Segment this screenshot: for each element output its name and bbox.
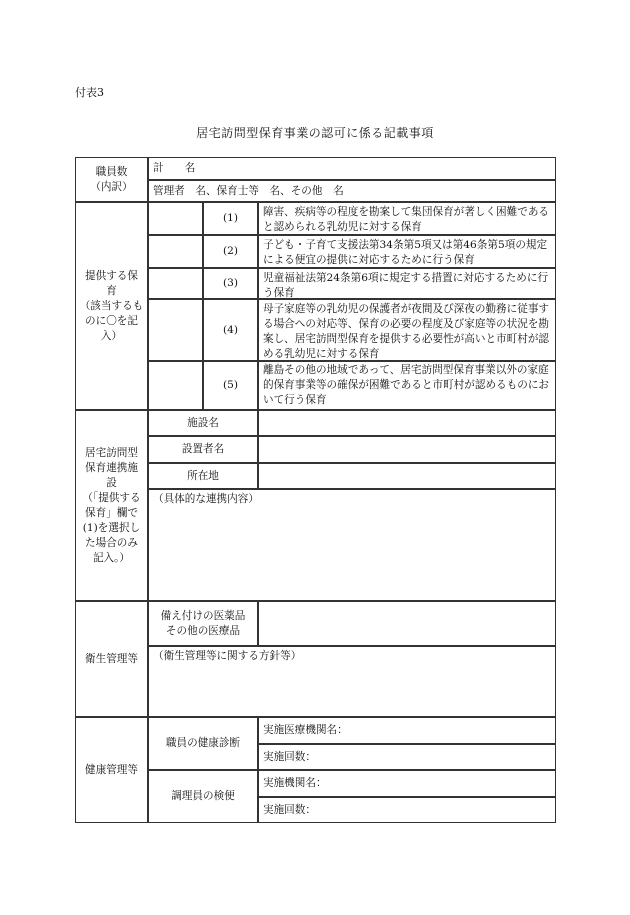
care-header-line: （該当するも [79,299,144,312]
partner-header-line: （「提供する [82,491,141,504]
medicine-label-line: 備え付けの医薬品 [160,609,246,622]
staff-count-label: 職員数 [95,165,128,178]
hygiene-policy-label: （衛生管理等に関する方針等） [153,650,302,662]
care-item-number: (3) [203,268,258,299]
care-mark-cell[interactable] [148,202,203,235]
care-item-number: (5) [203,361,258,410]
health-header: 健康管理等 [75,717,148,823]
partner-header-line: 保育」欄で [85,506,138,519]
care-item-text: 障害、疾病等の程度を勘案して集団保育が著しく困難であると認められる乳幼児に対する保育 [258,202,556,235]
partnership-details-label: （具体的な連携内容） [153,493,259,505]
care-mark-cell[interactable] [148,299,203,361]
checkup-institution-label: 実施医療機関名： [263,724,348,736]
care-item-text: 児童福祉法第24条第6項に規定する措置に対応するために行う保育 [258,268,556,299]
founder-name-label: 設置者名 [148,436,258,463]
staff-breakdown-label: （内訳） [90,180,133,193]
checkup-times-label: 実施回数： [263,750,316,763]
cook-institution-field[interactable] [258,770,556,797]
staff-breakdown-field[interactable] [148,180,556,202]
partner-header-line: 記入。） [92,551,131,564]
partner-header-line: 居宅訪問型 [85,446,138,459]
medicine-label [148,601,258,646]
care-header-line: 入） [100,329,123,342]
address-label: 所在地 [148,463,258,489]
care-item-number: (2) [203,235,258,268]
staff-total-field[interactable] [148,157,556,180]
care-mark-cell[interactable] [148,361,203,410]
care-item-number: (4) [203,299,258,361]
cook-times-label: 実施回数： [263,803,316,816]
care-item-text: 母子家庭等の乳幼児の保護者が夜間及び深夜の勤務に従事する場合への対応等、保育の必要の程度及び家庭等の状況を勘案し、居宅訪問型保育を提供する必要性が高いと市町村が認める乳幼児に対する保育 [258,299,556,361]
medicine-label-line: その他の医療品 [165,624,241,637]
checkup-times-field[interactable] [258,744,556,770]
cook-institution-label: 実施機関名： [263,777,327,789]
partner-header-line: 保育連携施 [85,461,138,474]
partner-facility-header [75,410,148,601]
facility-name-label: 施設名 [148,410,258,436]
partner-header-line: た場合のみ [85,536,138,549]
care-mark-cell[interactable] [148,235,203,268]
partnership-details-field[interactable] [148,489,556,601]
partner-header-line: 設 [106,476,117,489]
hygiene-policy-field[interactable] [148,646,556,717]
appendix-label: 付表3 [75,86,104,99]
care-header-line: 提供する保 [85,269,138,282]
care-header-line: のに〇を記 [85,314,138,327]
staff-checkup-label: 職員の健康診断 [148,717,258,770]
care-item-text: 離島その他の地域であって、居宅訪問型保育事業以外の家庭的保育事業等の確保が困難であると市町村が認めるものにおいて行う保育 [258,361,556,410]
care-header-line: 育 [106,284,117,297]
medicine-field[interactable] [258,601,556,646]
staff-breakdown-text: 管理者 名、保育士等 名、その他 名 [153,184,344,197]
hygiene-header: 衛生管理等 [75,601,148,717]
care-type-header [75,202,148,410]
care-item-text: 子ども・子育て支援法第34条第5項又は第46条第5項の規定による便宜の提供に対応するために行う保育 [258,235,556,268]
partner-header-line: (1)を選択し [82,521,141,534]
document-title: 居宅訪問型保育事業の認可に係る記載事項 [196,126,434,140]
cook-times-field[interactable] [258,797,556,823]
facility-name-field[interactable] [258,410,556,436]
care-item-number: (1) [203,202,258,235]
care-mark-cell[interactable] [148,268,203,299]
checkup-institution-field[interactable] [258,717,556,744]
application-form-table [75,157,556,823]
cook-check-label: 調理員の検便 [148,770,258,823]
staff-total-text: 計 名 [153,162,196,174]
staff-count-header [75,157,148,202]
address-field[interactable] [258,463,556,489]
founder-name-field[interactable] [258,436,556,463]
